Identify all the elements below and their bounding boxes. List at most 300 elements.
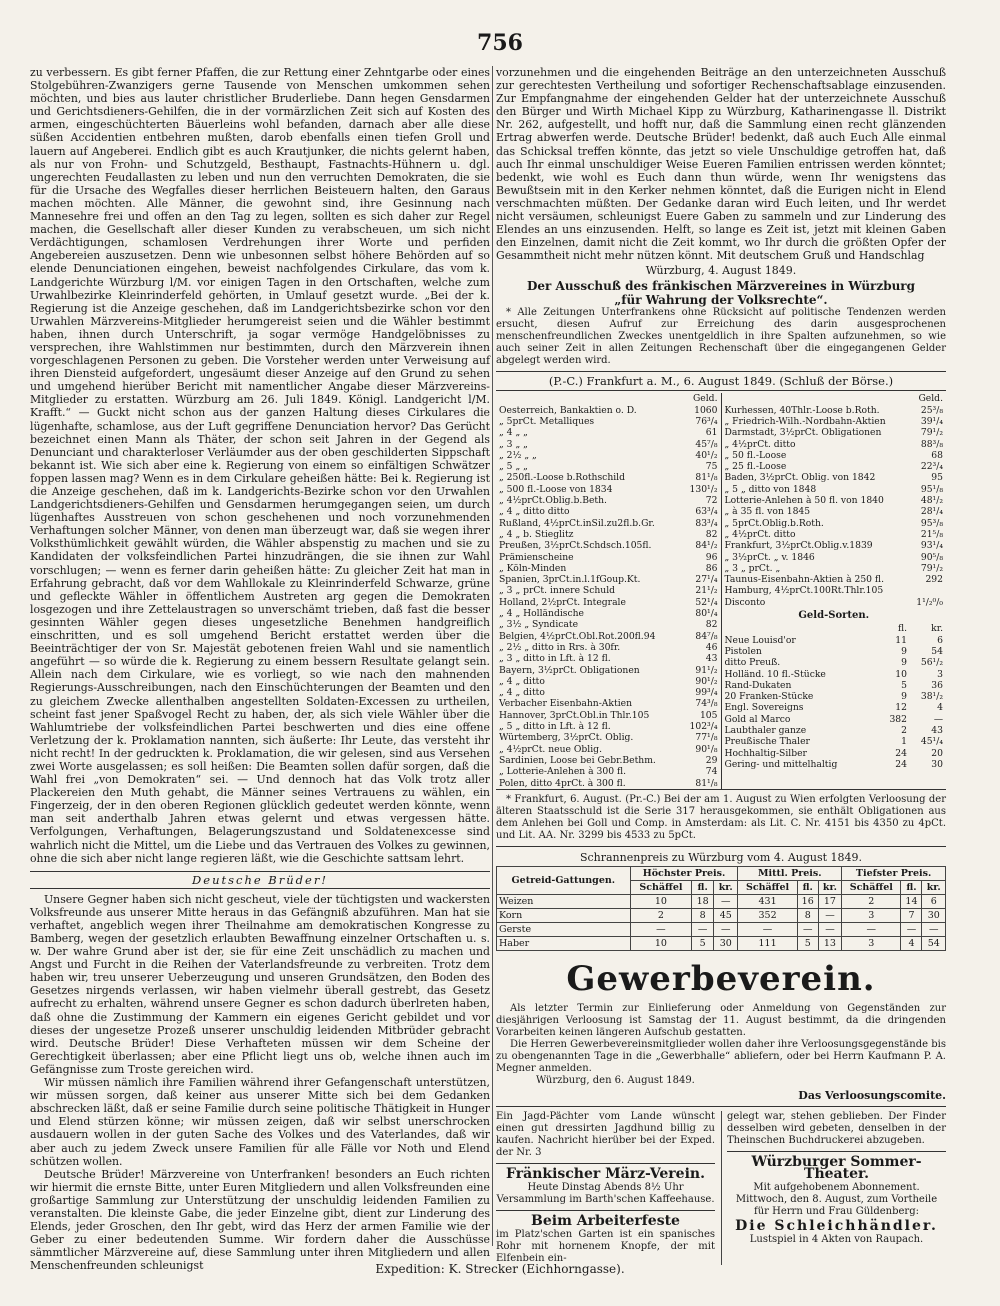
schrannen-subheader: kr. bbox=[714, 880, 738, 894]
grain-type: Gerste bbox=[497, 922, 631, 936]
ad-column-left bbox=[496, 1111, 715, 1265]
gewerbe-paragraph: Die Herren Gewerbevereinsmitglieder wollen daher ihre Verloosungsgegenstände bis zu obengenannten Tage in die „Gewerbhalle“ abliefern, oder bei Herrn Kaufmann P. A. Megner anmelden. bbox=[496, 1038, 946, 1074]
security-price: 96 bbox=[705, 551, 718, 563]
security-name: „ 5 „ ditto von 1848 bbox=[724, 483, 817, 495]
security-price: 39¹/₄ bbox=[920, 416, 943, 427]
grain-value: 10 bbox=[630, 936, 692, 950]
boerse-row bbox=[499, 597, 718, 608]
grain-value: — bbox=[818, 922, 841, 936]
security-name: Taunus-Eisenbahn-Aktien à 250 fl. bbox=[724, 574, 884, 586]
security-price: 99³/₄ bbox=[695, 687, 718, 699]
boerse-row bbox=[499, 653, 718, 664]
geld-sorten-heading: Geld-Sorten. bbox=[798, 610, 870, 622]
grain-value: 3 bbox=[842, 908, 901, 922]
security-price: 77¹/₈ bbox=[695, 732, 718, 744]
grain-value: — bbox=[692, 922, 714, 936]
gewerbe-date: Würzburg, den 6. August 1849. bbox=[536, 1074, 695, 1086]
security-name: „ Lotterie-Anlehen à 300 fl. bbox=[499, 766, 627, 778]
grain-value: 30 bbox=[922, 908, 946, 922]
grain-value: — bbox=[797, 922, 818, 936]
boerse-row bbox=[499, 619, 718, 630]
grain-value: 54 bbox=[922, 936, 946, 950]
dateline: Würzburg, 4. August 1849. bbox=[645, 264, 797, 278]
security-price: 79¹/₂ bbox=[920, 427, 943, 439]
security-price: 46 bbox=[705, 641, 718, 653]
article-paragraph: Wir müssen nämlich ihre Familien während ihrer Gefangenschaft unterstützen, wir müssen sorgen, daß keiner aus unserer Mitte sich bei dem Gedanken abschrecken läßt, daß er seine Familie durch seine politische Thätigkeit in Hunger und Elend stürzen könne; wir müssen zeigen, daß wir selbst unerschrocken ausdauern wollen in der guten Sache des Volkes und des Vaterlandes, daß wir aber auch zu jedem Zweck unsere Familien für alle Fälle vor Noth und Elend schützen wollen. bbox=[30, 1076, 490, 1168]
coin-kr: 4 bbox=[937, 702, 943, 714]
security-price: 79¹/₂ bbox=[920, 562, 943, 574]
coin-fl: 1 bbox=[901, 736, 907, 748]
ad-jagd: Ein Jagd-Pächter vom Lande wünscht einen gut dressirten Jagdhund billig zu kaufen. Nachricht hierüber bei der Exped. der Nr. 3 bbox=[496, 1110, 715, 1158]
grain-value: — bbox=[738, 922, 797, 936]
security-name: „ 3 „ „ bbox=[499, 438, 528, 450]
coin-fl: 2 bbox=[901, 725, 907, 737]
boerse-column-left bbox=[496, 393, 721, 788]
security-name: „ 3 „ prCt. innere Schuld bbox=[499, 585, 616, 597]
grain-value: 16 bbox=[797, 894, 818, 908]
boerse-row bbox=[725, 405, 944, 416]
grain-value: 14 bbox=[901, 894, 922, 908]
security-name: „ Friedrich-Wilh.-Nordbahn-Aktien bbox=[724, 416, 886, 427]
coin-kr: 56¹/₂ bbox=[920, 657, 943, 669]
boerse-row bbox=[725, 439, 944, 450]
frankfurt-note: * Frankfurt, 6. August. (Pr.-C.) Bei der am 1. August zu Wien erfolgten Verloosung der älteren Staatsschuld ist die Serie 317 herausgekommen, sie enthält Obligationen aus dem Anlehen bei Goll und Comp. in Amsterdam: als Lit. C. Nr. 4151 bis 4350 zu 4pCt. und Lit. AA. Nr. 3299 bis 4533 zu 5pCt. bbox=[496, 793, 946, 841]
security-price: 95¹/₈ bbox=[920, 483, 943, 495]
security-price: 75 bbox=[705, 461, 718, 473]
schrannen-subheader: fl. bbox=[797, 880, 818, 894]
boerse-row bbox=[499, 427, 718, 438]
article-paragraph: vorzunehmen und die eingehenden Beiträge an den unterzeichneten Ausschuß zur gerechtesten Vertheilung und sofortiger Rechenschaftsablage einzusenden. Zur Empfangnahme der eingehenden Gelder hat der unterzeichnete Ausschuß den Bürger und Wirth Michael Kipp zu Würzburg, Katharinengasse ll. Distrikt Nr. 262, aufgestellt, und hofft nur, daß die Sammlung einen recht glänzenden Ertrag abwerfen werde. Deutsche Brüder! bedenkt, daß auch Euch Alle einmal das Schicksal treffen könnte, das jetzt so viele Unschuldige getroffen hat, daß auch Ihr einmal unschuldiger Weise Eueren Familien entrissen werden könntet; bedenkt, wie wohl es Euch dann thun würde, wenn Ihr wenigstens das Bewußtsein mit in den Kerker nehmen könntet, daß die Eurigen nicht in Elend verschmachten müßten. Der Gedanke daran wird Euch leiten, und Ihr werdet nicht versäumen, schleunigst Euere Gaben zu sammeln und zur Linderung des Elendes an uns einzusenden. Helft, so lange es Zeit ist, jetzt mit kleinen Gaben den Einzelnen, damit nicht die Zeit kommt, wo Ihr durch die größten Opfer der Gesammtheit nicht mehr nützen könnt. Mit deutschem Gruß und Handschlag bbox=[496, 66, 946, 263]
boerse-row bbox=[499, 642, 718, 653]
grain-value: 10 bbox=[630, 894, 692, 908]
ad-column-right bbox=[721, 1111, 946, 1265]
coin-name: Rand-Dukaten bbox=[724, 679, 792, 691]
grain-value: 5 bbox=[797, 936, 818, 950]
security-price: 91¹/₂ bbox=[695, 664, 718, 676]
schrannen-subheader: fl. bbox=[692, 880, 714, 894]
boerse-header: (P.-C.) Frankfurt a. M., 6. August 1849. (Schluß der Börse.) bbox=[496, 371, 946, 391]
security-name: „ 2½ „ „ bbox=[499, 449, 537, 461]
security-price: 21⁵/₈ bbox=[920, 528, 943, 540]
security-name: Preußen, 3½prCt.Schdsch.105fl. bbox=[499, 540, 652, 552]
schrannen-subheader: fl. bbox=[901, 880, 922, 894]
grain-value: — bbox=[842, 922, 901, 936]
boerse-row bbox=[499, 721, 718, 732]
security-price: 22³/₄ bbox=[920, 461, 943, 473]
coin-name: Preußische Thaler bbox=[724, 736, 810, 748]
coin-kr: 30 bbox=[931, 758, 943, 770]
boerse-row bbox=[725, 563, 944, 574]
boerse-row bbox=[499, 710, 718, 721]
security-name: Bayern, 3½prCt. Obligationen bbox=[499, 664, 640, 676]
boerse-row bbox=[499, 416, 718, 427]
security-name: „ 3 „ ditto in Lft. à 12 fl. bbox=[499, 653, 611, 665]
article-paragraph: zu verbessern. Es gibt ferner Pfaffen, die zur Rettung einer Zehntgarbe oder eines Stolgebühren-Zwanzigers gerne Tausende von Menschen umkommen sehen möchten, und bies aus lauter christlicher Bruderliebe. Dann hegen Gensdarmen und Gerichtsdieners-Gehilfen, die in der vormärzlichen Zeit sich auf Kosten des armen, eingeschüchterten Bäuerleins wohl befanden, darnach aber alle diese süßen Accidentien entbehren mußten, darob ebenfalls einen tiefen Groll und lauern auf Angeberei. Endlich gibt es auch Krautjunker, die nichts gelernt haben, als nur von Frohn- und Schutzgeld, Besthaupt, Fastnachts-Hühnern u. dgl. ungerechten Feudallasten zu leben und nun den verruchten Demokraten, die sie für die Ursache des Wegfalles dieser herrlichen Beisteuern halten, den Garaus machen möchten. Alle Männer, die gewohnt sind, ihre Gesinnung nach Mannesehre frei und offen an den Tag zu legen, sollten es sich daher zur Regel machen, die Gesellschaft aller dieser Kunden zu verabscheuen, um sich nicht Verdächtigungen, schamlosen Verdrehungen ihrer Worte und perfiden Angebereien auszusetzen. Denn wie unbesonnen selbst höhere Behörden auf so elende Denunciationen eingehen, beweist nachfolgendes Cirkulare, das vom k. Landgerichte Würzburg l/M. vor einigen Tagen in den Ortschaften, welche zum Urwahlbezirke Kleinrinderfeld gehörten, in Umlauf gesetzt wurde. „Bei der k. Regierung ist die Anzeige geschehen, daß im Landgerichtsbezirke schon vor den Urwahlen Märzvereins-Mitglieder herumgereist seien und die Wähler bestimmt haben, ihnen durch Unterschrift, ja sogar vermöge Handgelöbnisses zu versprechen, ihre Wahlstimmen nur bestimmten, durch den Märzverein ihnen vorgeschlagenen Personen zu geben. Die Vorsteher werden unter Verweisung auf ihren Diensteid aufgefordert, ungesäumt dieser Anzeige auf den Grund zu sehen und umgehend hierüber Bericht mit namentlicher Angabe dieser Märzvereins-Mitglieder zu erstatten. Würzburg am 26. Juli 1849. Königl. Landgericht l/M. Krafft.“ — Guckt nicht schon aus der ganzen Haltung dieses Cirkulares die lügenhafte, schamlose, aus der Luft gegriffene Denunciation hervor? Das Gerücht bezeichnet einen Mann als Thäter, der schon seit Jahren in der Gegend als Denunciant und charakterloser Verläumder aus der oben geschilderten Sippschaft bekannt ist. Wie sich aber eine k. Regierung von einem so einfältigen Schwätzer foppen lassen mag? Wenn es in dem Cirkulare geheißen hätte: Bei k. Regierung ist die Anzeige geschehen, daß im k. Landgerichts-Bezirke schon vor den Urwahlen Landgerichtsdieners-Gehilfen und Gensdarmen herumgegangen seien, um durch lügenhaftes Ausstreuen von schon geschehenen und noch vorzunehmenden Verhaftungen solcher Männer, von denen man überzeugt war, daß sie wegen ihrer Volksthümlichkeit gewählt würden, die Wähler abspenstig zu machen und sie zu Kandidaten der volksfeindlichen Partei hinzudrängen, die sie ihnen zur Wahl vorschlugen; — wenn es ferner darin geheißen hätte: Zu gleicher Zeit hat man in Erfahrung gebracht, daß vor dem Wahllokale zu Kleinrinderfeld Schwarze, grüne und gefleckte Wähler in öffentlichem Austreten arg gegen die Demokraten losgezogen und ihre Zettelaustragen so unverschämt trieben, daß fast die besser gesinnten Wähler gegen dieses ungesetzliche Benehmen handgreiflich einschritten, und es soll umgehend Bericht erstattet werden über die Beeinträchtiger der von Sr. Majestät gebotenen freien Wahl und sie namentlich angeführt — so würde die k. Regierung zu einem bessern Resultate gelangt sein. Allein nach dem Cirkulare, wie es vorliegt, so wie nach den mahnenden Regierungs-Ausschreibungen, nach den Einschüchterungen der Beamten und den zu gleichem Zwecke allenthalben angestellten Soldaten-Excessen zu urtheilen, scheint fast jener Spaßvogel Recht zu haben, der, als sich viele Wähler über die Wahlumtriebe der volksfeindlichen Partei beschwerten und dies eine offene Verletzung der k. Proklamation nannten, sich äußerte: Ihr Leute, das versteht ihr nicht recht! In der gedruckten k. Proklamation, die wir gelesen, sind aus Versehen zwei Worte ausgelassen; es soll heißen: Die Beamten sollen dafür sorgen, daß die Wahl frei „von Demokraten“ sei. — Und dennoch hat das Volk trotz aller Plackereien den Muth gehabt, die Männer seines Vertrauens zu wählen, ein Fingerzeig, der in den oberen Regionen glücklich gedeutet werden könnte, wenn man seit anderthalb Jahren etwas gelernt und etwas vergessen hätte. Verfolgungen, Verhaftungen, Belagerungszustand und Soldatenexcesse sind wahrlich nicht die Mittel, um die Liebe und das Vertrauen des Volkes zu gewinnen, ohne die sich aber nicht lange regieren läßt, wie die Geschichte sattsam lehrt. bbox=[30, 66, 490, 865]
coin-kr: 20 bbox=[931, 747, 943, 759]
geld-col-kr: kr. bbox=[931, 623, 943, 635]
security-name: „ 5prCt. Metalliques bbox=[499, 416, 595, 427]
column-divider bbox=[492, 66, 493, 1246]
coin-fl: 9 bbox=[901, 691, 907, 703]
grain-value: 17 bbox=[818, 894, 841, 908]
coin-name: 20 Franken-Stücke bbox=[724, 691, 814, 703]
coin-kr: 54 bbox=[931, 645, 943, 657]
coin-name: Pistolen bbox=[724, 645, 762, 657]
security-name: „ 3½prCt. „ v. 1846 bbox=[724, 551, 815, 563]
security-price: 48¹/₂ bbox=[920, 495, 943, 507]
coin-fl: 5 bbox=[901, 679, 907, 691]
boerse-row bbox=[725, 552, 944, 563]
security-price: 68 bbox=[931, 449, 943, 461]
security-name: Kurhessen, 40Thlr.-Loose b.Roth. bbox=[724, 404, 880, 416]
schrannen-row bbox=[497, 936, 946, 950]
security-name: Spanien, 3prCt.in.l.1fGoup.Kt. bbox=[499, 574, 641, 586]
schrannen-header: Mittl. Preis. bbox=[738, 866, 842, 880]
coin-kr: 38¹/₂ bbox=[920, 691, 943, 703]
boerse-row bbox=[499, 540, 718, 551]
boerse-row bbox=[725, 416, 944, 427]
security-name: „ 250fl.-Loose b.Rothschild bbox=[499, 472, 626, 484]
security-price: 83³/₄ bbox=[695, 517, 718, 529]
security-name: Verbacher Eisenbahn-Aktien bbox=[499, 698, 632, 710]
security-name: „ 4 „ „ bbox=[499, 427, 528, 439]
security-price: 74³/₈ bbox=[695, 698, 718, 710]
coin-kr: 6 bbox=[937, 634, 943, 646]
security-name: Oesterreich, Bankaktien o. D. bbox=[499, 404, 637, 416]
boerse-row bbox=[499, 552, 718, 563]
security-price: 93¹/₄ bbox=[920, 540, 943, 552]
schrannen-header: Höchster Preis. bbox=[630, 866, 738, 880]
coin-name: Engl. Sovereigns bbox=[724, 702, 804, 714]
ad-play-title: Die Schleichhändler. bbox=[735, 1217, 938, 1234]
security-price: 81¹/₈ bbox=[695, 777, 718, 789]
coin-name: Hochhaltig-Silber bbox=[724, 747, 807, 759]
security-price: 63³/₄ bbox=[695, 506, 718, 518]
security-name: „ 5prCt.Oblig.b.Roth. bbox=[724, 517, 824, 529]
security-price: 40¹/₂ bbox=[695, 449, 718, 461]
ad-title: Würzburger Sommer-Theater. bbox=[751, 1153, 922, 1182]
security-price: 74 bbox=[705, 766, 718, 778]
boerse-row bbox=[499, 585, 718, 596]
security-price: 82 bbox=[705, 619, 718, 631]
ad-rule bbox=[496, 1210, 715, 1211]
boerse-row bbox=[499, 472, 718, 483]
security-name: Belgien, 4½prCt.Obl.Rot.200fl.94 bbox=[499, 630, 656, 642]
security-price: 130¹/₂ bbox=[689, 483, 718, 495]
grain-value: — bbox=[818, 908, 841, 922]
geld-sorten-row bbox=[725, 646, 944, 657]
security-price: 28¹/₄ bbox=[920, 506, 943, 518]
security-price: 81¹/₈ bbox=[695, 472, 718, 484]
boerse-row bbox=[725, 495, 944, 506]
security-name: Hamburg, 4½prCt.100Rt.Thlr.105 bbox=[724, 585, 884, 597]
security-price: 292 bbox=[925, 574, 943, 586]
geld-label: Geld. bbox=[918, 393, 943, 405]
security-price: 80¹/₄ bbox=[695, 608, 718, 620]
coin-kr: 36 bbox=[931, 679, 943, 691]
security-price: 95³/₈ bbox=[920, 517, 943, 529]
boerse-row bbox=[499, 755, 718, 766]
coin-fl: 24 bbox=[895, 758, 907, 770]
coin-name: ditto Preuß. bbox=[724, 657, 781, 669]
ad-lost: gelegt war, stehen geblieben. Der Finder desselben wird gebeten, denselben in der Theinschen Buchdruckerei abzugeben. bbox=[727, 1110, 946, 1146]
security-name: „ 2½ „ ditto in Rrs. à 30fr. bbox=[499, 641, 621, 653]
security-name: „ 4½prCt.Oblig.b.Beth. bbox=[499, 495, 607, 507]
boerse-row bbox=[725, 484, 944, 495]
security-name: „ 50 fl.-Loose bbox=[724, 449, 787, 461]
ad-rule bbox=[727, 1151, 946, 1152]
boerse-row bbox=[499, 687, 718, 698]
ad-play-sub: Lustspiel in 4 Akten von Raupach. bbox=[749, 1233, 924, 1245]
security-name: Baden, 3½prCt. Oblig. von 1842 bbox=[724, 472, 876, 484]
geld-sorten-row bbox=[725, 680, 944, 691]
grain-type: Korn bbox=[497, 908, 631, 922]
security-price: 88³/₈ bbox=[920, 438, 943, 450]
geld-sorten-row bbox=[725, 714, 944, 725]
section-rule bbox=[496, 1106, 946, 1107]
coin-name: Holländ. 10 fl.-Stücke bbox=[724, 668, 826, 680]
boerse-row bbox=[725, 472, 944, 483]
article-paragraph: Unsere Gegner haben sich nicht gescheut, viele der tüchtigsten und wackersten Volksfreunde aus unserer Mitte heraus in das Gefängniß abzuführen. Man hat sie verhaftet, angeblich wegen ihrer Theilnahme am demokratischen Kongresse zu Bamberg, wegen der gesetzlich erlaubten Bewaffnung einzelner Ortschaften u. s. w. Der wahre Grund aber ist der, sie für eine Zeit unschädlich zu machen und Angst und Furcht in die Reihen der Vaterlandsfreunde zu verbreiten. Trotz dem haben wir, treu unserer Ueberzeugung und unseren Grundsätzen, den Boden des Gesetzes nirgends verlassen, wir haben vielmehr überall gestrebt, das Gesetz aufrecht zu erhalten, während unsere Gegner es schon dadurch überlreten haben, daß ohne die Zustimmung der Kammern ein eigenes Gericht gebildet und vor dieses der ungesetze Prozeß unserer unschuldig leidenden Mitbrüder gebracht wird. Deutsche Brüder! Diese Verhafteten müssen wir dem Scheine der Gerechtigkeit überlassen; aber eine Pflicht liegt uns ob, welche ihnen auch im Gefängnisse zum Troste gereichen wird. bbox=[30, 892, 490, 1076]
grain-value: 4 bbox=[901, 936, 922, 950]
security-name: „ 4½prCt. neue Oblig. bbox=[499, 743, 602, 755]
grain-type: Haber bbox=[497, 936, 631, 950]
boerse-row bbox=[499, 574, 718, 585]
geld-sorten-row bbox=[725, 635, 944, 646]
security-price: 86 bbox=[705, 562, 718, 574]
boerse-row bbox=[499, 766, 718, 777]
page-number: 756 bbox=[477, 30, 523, 56]
security-name: „ 5 „ ditto in Lft. à 12 fl. bbox=[499, 721, 611, 733]
security-name: Frankfurt, 3½prCt.Oblig.v.1839 bbox=[724, 540, 873, 552]
security-name: „ 3½ „ Syndicate bbox=[499, 619, 579, 631]
security-name: Hannover, 3prCt.Obl.in Thlr.105 bbox=[499, 709, 650, 721]
ad-maerz: Heute Dinstag Abends 8½ Uhr Versammlung im Barth'schen Kaffeehause. bbox=[496, 1181, 715, 1205]
grain-value: 45 bbox=[714, 908, 738, 922]
security-price: 102³/₄ bbox=[689, 721, 718, 733]
grain-value: 8 bbox=[797, 908, 818, 922]
boerse-row bbox=[725, 574, 944, 585]
security-price: 43 bbox=[705, 653, 718, 665]
section-title: Deutsche Brüder! bbox=[30, 871, 490, 889]
security-price: 105 bbox=[699, 709, 718, 721]
coin-fl: 9 bbox=[901, 645, 907, 657]
security-price: 90⁵/₈ bbox=[920, 551, 943, 563]
geld-label: Geld. bbox=[692, 393, 718, 405]
ad-arbeiter: im Platz'schen Garten ist ein spanisches Rohr mit hornenem Knopfe, der mit Elfenbein ein- bbox=[496, 1228, 715, 1264]
boerse-row bbox=[725, 529, 944, 540]
schrannen-subheader: kr. bbox=[818, 880, 841, 894]
grain-value: — bbox=[901, 922, 922, 936]
boerse-row bbox=[499, 608, 718, 619]
boerse-row bbox=[725, 427, 944, 438]
security-name: Würtemberg, 3½prCt. Oblig. bbox=[499, 732, 634, 744]
security-price: 1¹/₂⁰/₀ bbox=[916, 596, 943, 608]
grain-value: 6 bbox=[922, 894, 946, 908]
schrannen-title: Schrannenpreis zu Würzburg vom 4. August 1849. bbox=[579, 850, 863, 864]
security-price: 52¹/₄ bbox=[695, 596, 718, 608]
schrannen-header: Tiefster Preis. bbox=[842, 866, 946, 880]
security-price: 29 bbox=[705, 754, 718, 766]
grain-value: — bbox=[630, 922, 692, 936]
security-name: Holland, 2½prCt. Integrale bbox=[499, 596, 626, 608]
security-price: 25³/₈ bbox=[920, 404, 943, 416]
schrannen-subheader: kr. bbox=[922, 880, 946, 894]
coin-fl: 382 bbox=[889, 713, 907, 725]
boerse-row bbox=[499, 484, 718, 495]
boerse-row bbox=[499, 744, 718, 755]
coin-name: Gold al Marco bbox=[724, 713, 791, 725]
security-price: 76³/₄ bbox=[695, 416, 718, 427]
security-price: 95 bbox=[931, 472, 943, 484]
grain-value: — bbox=[922, 922, 946, 936]
geld-sorten-row bbox=[725, 759, 944, 770]
geld-sorten-row bbox=[725, 748, 944, 759]
boerse-row bbox=[499, 461, 718, 472]
security-name: „ 4 „ ditto ditto bbox=[499, 506, 570, 518]
schrannen-header: Getreid-Gattungen. bbox=[497, 866, 631, 894]
coin-name: Laubthaler ganze bbox=[724, 725, 807, 737]
security-price: 27¹/₄ bbox=[695, 574, 718, 586]
security-name: Disconto bbox=[724, 596, 766, 608]
security-price: 90¹/₈ bbox=[695, 743, 718, 755]
grain-value: 7 bbox=[901, 908, 922, 922]
security-name: Prämienscheine bbox=[499, 551, 574, 563]
boerse-row bbox=[499, 495, 718, 506]
grain-value: 5 bbox=[692, 936, 714, 950]
boerse-row bbox=[725, 518, 944, 529]
signature-line: Der Ausschuß des fränkischen Märzvereines in Würzburg bbox=[526, 279, 916, 294]
security-name: „ 3 „ prCt. „ bbox=[724, 562, 781, 574]
schrannen-table bbox=[496, 866, 946, 951]
ad-rule bbox=[496, 1163, 715, 1164]
left-column bbox=[30, 66, 490, 1273]
boerse-row bbox=[499, 506, 718, 517]
boerse-column-right bbox=[721, 393, 947, 788]
gewerbe-paragraph: Als letzter Termin zur Einlieferung oder Anmeldung von Gegenständen zur diesjährigen Verloosung ist Samstag der 11. August bestimmt, da die dringenden Vorarbeiten keinen längeren Aufschub gestatten. bbox=[496, 1002, 946, 1038]
coin-name: Gering- und mittelhaltig bbox=[724, 758, 838, 770]
coin-fl: 11 bbox=[895, 634, 907, 646]
geld-sorten-row bbox=[725, 725, 944, 736]
security-price: 72 bbox=[705, 495, 718, 507]
boerse-row bbox=[499, 698, 718, 709]
editorial-note: * Alle Zeitungen Unterfrankens ohne Rücksicht auf politische Tendenzen werden ersucht, diesen Aufruf zur Erreichung des darin ausgesprochenen menschenfreundlichen Zweckes unentgeldlich in ihre Spalten aufzunehmen, so wie auch seiner Zeit in allen Zeitungen Rechenschaft über die eingegangenen Gelder abgelegt werden wird. bbox=[496, 307, 946, 367]
grain-value: 8 bbox=[692, 908, 714, 922]
security-price: 21¹/₂ bbox=[695, 585, 718, 597]
security-name: Sardinien, Loose bei Gebr.Bethm. bbox=[499, 754, 656, 766]
coin-fl: 24 bbox=[895, 747, 907, 759]
grain-value: — bbox=[714, 894, 738, 908]
grain-value: 3 bbox=[842, 936, 901, 950]
schrannen-subheader: Schäffel bbox=[738, 880, 797, 894]
boerse-row bbox=[725, 540, 944, 551]
grain-value: 2 bbox=[630, 908, 692, 922]
security-name: Darmstadt, 3½prCt. Obligationen bbox=[724, 427, 882, 439]
security-name: „ 5 „ „ bbox=[499, 461, 528, 473]
footer-expedition: Expedition: K. Strecker (Eichhorngasse). bbox=[375, 1262, 625, 1276]
coin-fl: 10 bbox=[895, 668, 907, 680]
schrannen-row bbox=[497, 922, 946, 936]
boerse-table bbox=[496, 393, 946, 789]
geld-sorten-row bbox=[725, 669, 944, 680]
security-name: „ à 35 fl. von 1845 bbox=[724, 506, 811, 518]
boerse-row bbox=[725, 450, 944, 461]
ad-title: Fränkischer März-Verein. bbox=[506, 1165, 705, 1182]
security-name: Lotterie-Anlehen à 50 fl. von 1840 bbox=[724, 495, 884, 507]
security-price: 82 bbox=[705, 528, 718, 540]
security-price: 84¹/₂ bbox=[695, 540, 718, 552]
security-price: 90¹/₂ bbox=[695, 675, 718, 687]
coin-kr: 3 bbox=[937, 668, 943, 680]
security-name: „ 25 fl.-Loose bbox=[724, 461, 787, 473]
schrannen-subheader: Schäffel bbox=[630, 880, 692, 894]
schrannen-subheader: Schäffel bbox=[842, 880, 901, 894]
signature-line: „für Wahrung der Volksrechte“. bbox=[614, 293, 828, 308]
boerse-row bbox=[499, 450, 718, 461]
security-price: 61 bbox=[705, 427, 718, 439]
geld-sorten-row bbox=[725, 702, 944, 713]
security-name: „ 4 „ Holländische bbox=[499, 608, 584, 620]
coin-kr: 43 bbox=[931, 725, 943, 737]
section-rule bbox=[496, 846, 946, 847]
security-name: „ 4½prCt. ditto bbox=[724, 528, 796, 540]
coin-name: Neue Louisd'or bbox=[724, 634, 796, 646]
grain-value: 2 bbox=[842, 894, 901, 908]
right-column bbox=[496, 66, 946, 1264]
security-name: „ 4 „ ditto bbox=[499, 687, 545, 699]
security-price bbox=[939, 585, 943, 596]
geld-col-fl: fl. bbox=[897, 623, 907, 635]
geld-sorten-row bbox=[725, 657, 944, 668]
security-price: 84⁷/₈ bbox=[695, 630, 718, 642]
geld-sorten-row bbox=[725, 736, 944, 747]
geld-sorten-row bbox=[725, 691, 944, 702]
security-name: Rußland, 4½prCt.inSil.zu2fl.b.Gr. bbox=[499, 517, 655, 529]
boerse-row bbox=[499, 518, 718, 529]
advertisements bbox=[496, 1111, 946, 1265]
coin-fl: 9 bbox=[901, 657, 907, 669]
boerse-row bbox=[499, 529, 718, 540]
grain-value: 18 bbox=[692, 894, 714, 908]
boerse-row bbox=[499, 732, 718, 743]
boerse-row bbox=[499, 631, 718, 642]
grain-value: — bbox=[714, 922, 738, 936]
boerse-row bbox=[725, 597, 944, 608]
gewerbeverein-title: Gewerbeverein. bbox=[566, 958, 876, 999]
boerse-row bbox=[725, 461, 944, 472]
boerse-row bbox=[499, 778, 718, 789]
coin-kr: 45¹/₄ bbox=[920, 736, 943, 748]
ad-theater: Mit aufgehobenem Abonnement. Mittwoch, den 8. August, zum Vortheile für Herrn und Frau Güldenberg: bbox=[735, 1181, 938, 1217]
grain-type: Weizen bbox=[497, 894, 631, 908]
geld-sorten-header-row bbox=[725, 623, 944, 634]
boerse-row bbox=[499, 665, 718, 676]
security-name: „ 4 „ ditto bbox=[499, 675, 545, 687]
grain-value: 111 bbox=[738, 936, 797, 950]
boerse-row bbox=[725, 585, 944, 596]
boerse-row bbox=[499, 405, 718, 416]
security-name: „ 500 fl.-Loose von 1834 bbox=[499, 483, 613, 495]
boerse-row bbox=[499, 676, 718, 687]
grain-value: 13 bbox=[818, 936, 841, 950]
security-price: 45⁷/₈ bbox=[695, 438, 718, 450]
coin-kr: — bbox=[933, 713, 943, 725]
grain-value: 352 bbox=[738, 908, 797, 922]
security-name: „ 4 „ b. Stieglitz bbox=[499, 528, 574, 540]
gewerbe-signature: Das Verloosungscomite. bbox=[798, 1088, 946, 1102]
security-price: 1060 bbox=[694, 404, 718, 416]
coin-fl: 12 bbox=[895, 702, 907, 714]
